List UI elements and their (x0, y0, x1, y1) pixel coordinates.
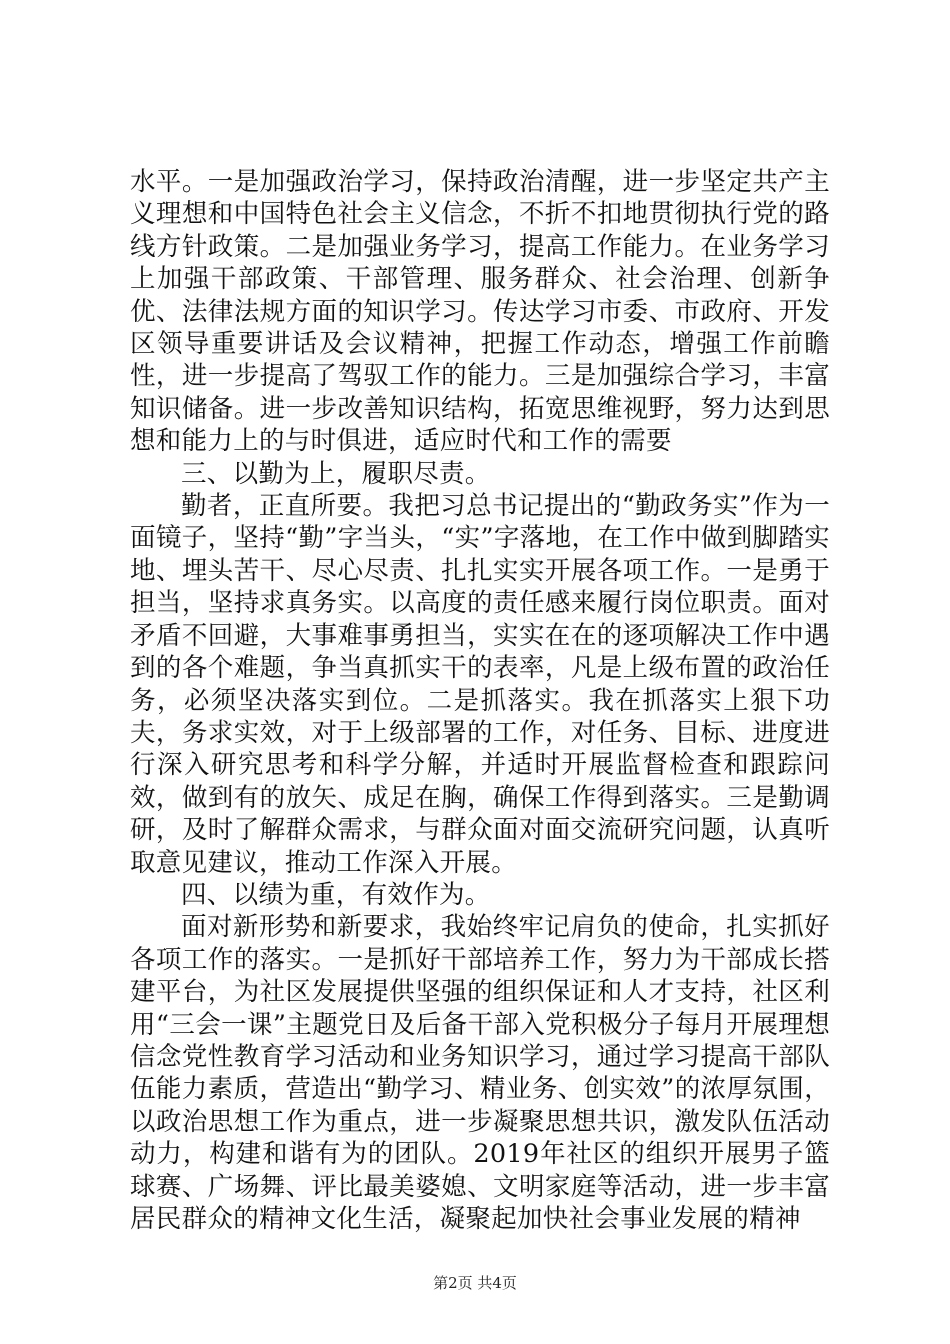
page-footer: 第2页 共4页 (433, 1274, 517, 1292)
section-heading-3: 三、以勤为上，履职尽责。 (181, 458, 491, 489)
paragraph-continuation: 水平。一是加强政治学习，保持政治清醒，进一步坚定共产主义理想和中国特色社会主义信念，不折不扣地贯彻执行党的路线方针政策。二是加强业务学习，提高工作能力。在业务学习上加强干部政策、干部管理、服务群众、社会治理、创新争优、法律法规方面的知识学习。传达学习市委、市政府、开发区领导重要讲话及会议精神，把握工作动态，增强工作前瞻性，进一步提高了驾驭工作的能力。三是加强综合学习，丰富知识储备。进一步改善知识结构，拓宽思维视野，努力达到思想和能力上的与时俱进，适应时代和工作的需要 (130, 167, 830, 457)
section-heading-4: 四、以绩为重，有效作为。 (181, 879, 491, 910)
paragraph-performance: 面对新形势和新要求，我始终牢记肩负的使命，扎实抓好各项工作的落实。一是抓好干部培养工作，努力为干部成长搭建平台，为社区发展提供坚强的组织保证和人才支持，社区利用“三会一课”主题党日及后备干部入党积极分子每月开展理想信念党性教育学习活动和业务知识学习，通过学习提高干部队伍能力素质，营造出“勤学习、精业务、创实效”的浓厚氛围，以政治思想工作为重点，进一步凝聚思想共识，激发队伍活动动力，构建和谐有为的团队。2019年社区的组织开展男子篮球赛、广场舞、评比最美婆媳、文明家庭等活动，进一步丰富居民群众的精神文化生活，凝聚起加快社会事业发展的精神 (130, 912, 830, 1234)
document-body (130, 166, 830, 1235)
paragraph-diligence: 勤者，正直所要。我把习总书记提出的“勤政务实”作为一面镜子，坚持“勤”字当头，“实”字落地，在工作中做到脚踏实地、埋头苦干、尽心尽责、扎扎实实开展各项工作。一是勇于担当，坚持求真务实。以高度的责任感来履行岗位职责。面对矛盾不回避，大事难事勇担当，实实在在的逐项解决工作中遇到的各个难题，争当真抓实干的表率，凡是上级布置的政治任务，必须坚决落实到位。二是抓落实。我在抓落实上狠下功夫，务求实效，对于上级部署的工作，对任务、目标、进度进行深入研究思考和科学分解，并适时开展监督检查和跟踪问效，做到有的放矢、成足在胸，确保工作得到落实。三是勤调研，及时了解群众需求，与群众面对面交流研究问题，认真听取意见建议，推动工作深入开展。 (130, 491, 830, 878)
